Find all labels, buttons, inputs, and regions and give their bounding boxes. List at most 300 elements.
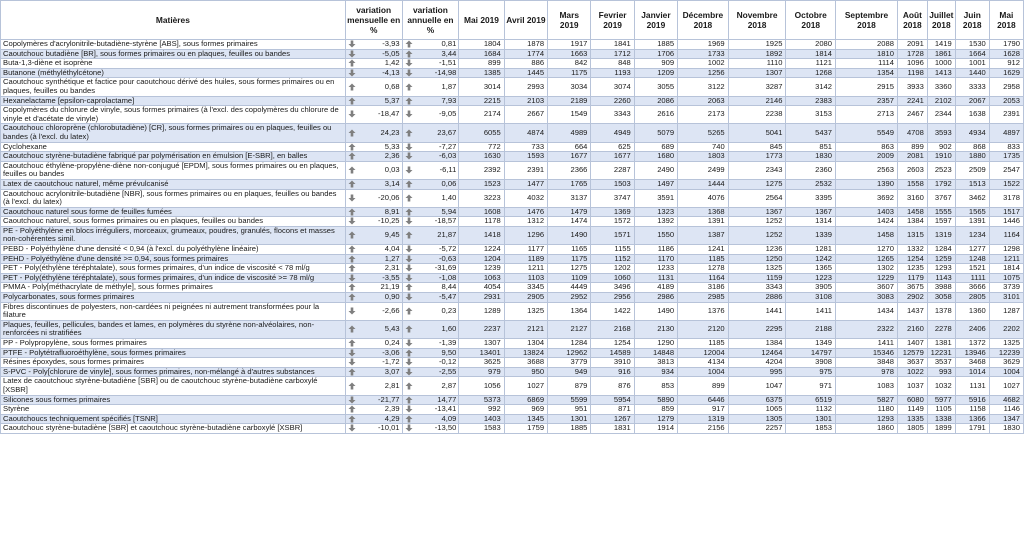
monthly-variation <box>345 283 402 293</box>
price-cell: 689 <box>634 142 677 152</box>
price-cell: 3360 <box>927 78 955 96</box>
price-cell: 916 <box>591 367 634 377</box>
annual-variation <box>402 254 459 264</box>
header-month: Septembre 2018 <box>836 1 898 40</box>
price-cell: 1805 <box>897 424 927 434</box>
material-name: S-PVC - Poly[chlorure de vinyle], sous formes primaires, non-mélangé à d'autres substances <box>1 367 346 377</box>
price-cell: 1411 <box>836 339 898 349</box>
table-row <box>1 49 1024 59</box>
price-cell: 1289 <box>459 302 504 320</box>
material-name: Caoutchouc styrène-butadiène [SBR] et caoutchouc styrène-butadiène carboxylé [XSBR] <box>1 424 346 434</box>
price-cell: 1712 <box>591 49 634 59</box>
arrow-down-icon <box>405 274 413 282</box>
price-cell: 1407 <box>897 339 927 349</box>
table-body <box>1 40 1024 434</box>
arrow-down-icon <box>348 50 356 58</box>
price-cell: 1001 <box>955 59 989 69</box>
price-cell: 1347 <box>989 414 1023 424</box>
price-cell: 848 <box>591 59 634 69</box>
price-cell: 4934 <box>955 124 989 142</box>
header-variation-annuelle: variation annuelle en % <box>402 1 459 40</box>
monthly-variation-value: 3,07 <box>384 367 400 376</box>
price-cell: 1677 <box>548 152 591 162</box>
price-cell: 1175 <box>548 68 591 78</box>
price-cell: 1304 <box>504 339 547 349</box>
annual-variation-value: 5,94 <box>441 207 457 216</box>
price-cell: 2547 <box>989 161 1023 179</box>
price-cell: 3637 <box>897 358 927 368</box>
price-cell: 1259 <box>927 254 955 264</box>
price-cell: 6080 <box>897 395 927 405</box>
monthly-variation <box>345 254 402 264</box>
price-cell: 1287 <box>989 302 1023 320</box>
monthly-variation-value: -10,01 <box>378 423 400 433</box>
price-cell: 2952 <box>548 293 591 303</box>
price-cell: 2915 <box>836 78 898 96</box>
price-cell: 4189 <box>634 283 677 293</box>
price-cell: 2490 <box>634 161 677 179</box>
price-cell: 1002 <box>678 59 729 69</box>
price-cell: 1229 <box>836 273 898 283</box>
table-row <box>1 273 1024 283</box>
arrow-up-icon <box>348 166 356 174</box>
price-cell: 2366 <box>548 161 591 179</box>
annual-variation-value: -31,69 <box>434 263 457 273</box>
price-cell: 1301 <box>548 414 591 424</box>
price-cell: 1275 <box>728 179 786 189</box>
annual-variation-value: 14,77 <box>437 395 457 404</box>
annual-variation-value: -13,50 <box>434 423 457 433</box>
monthly-variation-value: 4,04 <box>384 244 400 254</box>
price-cell: 879 <box>548 377 591 395</box>
material-name: PMMA - Poly[méthacrylate de méthyle], sous formes primaires <box>1 283 346 293</box>
monthly-variation-value: -3,55 <box>382 273 400 282</box>
price-cell: 1773 <box>728 152 786 162</box>
price-cell: 6869 <box>504 395 547 405</box>
table-row <box>1 68 1024 78</box>
price-cell: 5977 <box>927 395 955 405</box>
price-cell: 3933 <box>897 78 927 96</box>
price-cell: 1419 <box>927 40 955 50</box>
price-cell: 12464 <box>728 348 786 358</box>
annual-variation <box>402 424 459 434</box>
price-cell: 2053 <box>989 96 1023 106</box>
arrow-down-icon <box>348 194 356 202</box>
price-cell: 1490 <box>634 302 677 320</box>
price-cell: 1236 <box>728 245 786 255</box>
table-row <box>1 179 1024 189</box>
price-cell: 3345 <box>504 283 547 293</box>
annual-variation <box>402 59 459 69</box>
price-cell: 1759 <box>504 424 547 434</box>
price-cell: 1458 <box>897 207 927 217</box>
price-cell: 1366 <box>955 414 989 424</box>
price-cell: 3223 <box>459 189 504 207</box>
price-cell: 3058 <box>927 293 955 303</box>
price-cell: 1372 <box>955 339 989 349</box>
arrow-up-icon <box>348 208 356 216</box>
material-name: Latex de caoutchouc styrène-butadiène [SBR] ou de caoutchouc styrène-butadiène carboxylé [XSBR] <box>1 377 346 395</box>
price-cell: 1413 <box>927 68 955 78</box>
monthly-variation-value: 5,37 <box>384 96 400 105</box>
monthly-variation-value: 2,39 <box>384 404 400 414</box>
monthly-variation <box>345 264 402 274</box>
price-cell: 2532 <box>786 179 836 189</box>
price-cell: 1445 <box>504 68 547 78</box>
monthly-variation <box>345 68 402 78</box>
price-cell: 845 <box>728 142 786 152</box>
price-cell: 3692 <box>836 189 898 207</box>
price-cell: 2905 <box>504 293 547 303</box>
price-cell: 1497 <box>634 179 677 189</box>
price-cell: 2067 <box>955 96 989 106</box>
annual-variation <box>402 245 459 255</box>
price-cell: 1083 <box>836 377 898 395</box>
monthly-variation-value: 2,31 <box>384 263 400 273</box>
material-name: Caoutchouc naturel sous forme de feuilles fumées <box>1 207 346 217</box>
material-name: Buta-1,3-diène et isoprène <box>1 59 346 69</box>
price-cell: 1550 <box>634 226 677 244</box>
table-row <box>1 254 1024 264</box>
price-cell: 1307 <box>459 339 504 349</box>
price-cell: 1121 <box>786 59 836 69</box>
price-cell: 3779 <box>548 358 591 368</box>
price-cell: 1270 <box>836 245 898 255</box>
material-name: Butanone (méthyléthylcétone) <box>1 68 346 78</box>
monthly-variation <box>345 179 402 189</box>
annual-variation-value: 0,23 <box>441 305 457 315</box>
annual-variation-value: 8,44 <box>441 282 457 292</box>
price-cell: 1522 <box>989 179 1023 189</box>
price-cell: 625 <box>591 142 634 152</box>
annual-variation-value: 9,50 <box>441 348 457 357</box>
price-cell: 1831 <box>591 424 634 434</box>
price-cell: 975 <box>786 367 836 377</box>
price-cell: 871 <box>591 405 634 415</box>
price-cell: 2091 <box>897 40 927 50</box>
price-cell: 2260 <box>591 96 634 106</box>
price-cell: 3034 <box>548 78 591 96</box>
annual-variation-value: -1,51 <box>439 58 457 68</box>
annual-variation-value: 0,06 <box>441 179 457 188</box>
price-cell: 1296 <box>504 226 547 244</box>
table-row <box>1 106 1024 124</box>
price-cell: 1075 <box>989 273 1023 283</box>
price-cell: 12004 <box>678 348 729 358</box>
price-cell: 2344 <box>927 106 955 124</box>
annual-variation-value: 23,67 <box>437 127 457 137</box>
arrow-up-icon <box>348 97 356 105</box>
price-cell: 1335 <box>897 414 927 424</box>
price-cell: 1302 <box>836 264 898 274</box>
price-cell: 1638 <box>955 106 989 124</box>
price-cell: 1384 <box>728 339 786 349</box>
material-name: Caoutchouc chloroprène (chlorobutadiène) [CR], sous formes primaires ou en plaques, feuilles ou bandes (à l'excl. du latex) <box>1 124 346 142</box>
material-name: PE - Polyéthylène en blocs irréguliers, morceaux, grumeaux, poudres, granulés, flocons et masses non-cohérentes simil. <box>1 226 346 244</box>
price-cell: 1312 <box>504 217 547 227</box>
price-cell: 3591 <box>634 189 677 207</box>
monthly-variation-value: -10,25 <box>378 216 400 226</box>
price-cell: 1345 <box>504 414 547 424</box>
price-cell: 1365 <box>786 264 836 274</box>
price-cell: 1368 <box>678 207 729 217</box>
price-cell: 863 <box>836 142 898 152</box>
monthly-variation <box>345 217 402 227</box>
price-cell: 4682 <box>989 395 1023 405</box>
price-cell: 1411 <box>786 302 836 320</box>
price-cell: 1325 <box>728 264 786 274</box>
price-cell: 1235 <box>897 264 927 274</box>
price-cell: 1159 <box>728 273 786 283</box>
price-cell: 14848 <box>634 348 677 358</box>
price-cell: 2238 <box>728 106 786 124</box>
material-name: PEHD - Polyéthylène d'une densité >= 0,94, sous formes primaires <box>1 254 346 264</box>
price-cell: 2563 <box>836 161 898 179</box>
arrow-down-icon <box>405 166 413 174</box>
price-cell: 886 <box>504 59 547 69</box>
price-cell: 1332 <box>897 245 927 255</box>
price-cell: 1339 <box>786 226 836 244</box>
price-cell: 2391 <box>989 106 1023 124</box>
price-cell: 3607 <box>836 283 898 293</box>
monthly-variation <box>345 377 402 395</box>
annual-variation-value: -6,03 <box>439 151 457 161</box>
monthly-variation-value: 21,19 <box>380 282 400 292</box>
price-cell: 1378 <box>927 302 955 320</box>
monthly-variation-value: 0,03 <box>384 165 400 175</box>
monthly-variation-value: 8,91 <box>384 207 400 216</box>
price-cell: 1367 <box>728 207 786 217</box>
price-cell: 1180 <box>836 405 898 415</box>
annual-variation-value: 0,81 <box>441 39 457 48</box>
price-cell: 1853 <box>786 424 836 434</box>
price-cell: 1385 <box>459 68 504 78</box>
material-name: Copolymères du chlorure de vinyle, sous formes primaires (à l'excl. des copolymères du chlorure de vinyle et d'acétate de vinyle) <box>1 106 346 124</box>
price-cell: 1103 <box>504 273 547 283</box>
price-cell: 2241 <box>897 96 927 106</box>
price-cell: 3905 <box>786 283 836 293</box>
table-row <box>1 339 1024 349</box>
price-cell: 3593 <box>927 124 955 142</box>
price-cell: 2564 <box>728 189 786 207</box>
annual-variation-value: 1,87 <box>441 81 457 91</box>
price-cell: 902 <box>927 142 955 152</box>
price-cell: 3675 <box>897 283 927 293</box>
price-cell: 5890 <box>634 395 677 405</box>
price-cell: 2081 <box>897 152 927 162</box>
price-cell: 1792 <box>927 179 955 189</box>
price-cell: 2499 <box>678 161 729 179</box>
material-name: PET - Poly(éthylène téréphtalate), sous formes primaires, d'un indice de viscosité >= 78 ml/g <box>1 273 346 283</box>
annual-variation <box>402 217 459 227</box>
monthly-variation-value: -3,06 <box>382 348 400 357</box>
price-cell: 1158 <box>955 405 989 415</box>
price-cell: 1234 <box>955 226 989 244</box>
price-cell: 1880 <box>955 152 989 162</box>
header-month: Janvier 2019 <box>634 1 677 40</box>
price-cell: 1114 <box>836 59 898 69</box>
monthly-variation <box>345 424 402 434</box>
monthly-variation <box>345 405 402 415</box>
price-cell: 1549 <box>548 106 591 124</box>
price-cell: 899 <box>459 59 504 69</box>
table-row <box>1 358 1024 368</box>
price-cell: 3186 <box>678 283 729 293</box>
price-cell: 1132 <box>786 405 836 415</box>
price-cell: 3083 <box>836 293 898 303</box>
price-cell: 1202 <box>591 264 634 274</box>
price-cell: 1209 <box>634 68 677 78</box>
price-cell: 1791 <box>955 424 989 434</box>
price-cell: 979 <box>459 367 504 377</box>
annual-variation <box>402 339 459 349</box>
arrow-up-icon <box>348 245 356 253</box>
price-cell: 2080 <box>786 40 836 50</box>
annual-variation <box>402 106 459 124</box>
annual-variation <box>402 283 459 293</box>
price-cell: 1925 <box>728 40 786 50</box>
price-cell: 1885 <box>634 40 677 50</box>
monthly-variation <box>345 245 402 255</box>
arrow-up-icon <box>405 231 413 239</box>
monthly-variation <box>345 40 402 50</box>
price-cell: 1885 <box>548 424 591 434</box>
price-cell: 2713 <box>836 106 898 124</box>
price-cell: 5373 <box>459 395 504 405</box>
price-cell: 1268 <box>786 68 836 78</box>
price-cell: 3178 <box>989 189 1023 207</box>
arrow-up-icon <box>405 129 413 137</box>
header-month: Août 2018 <box>897 1 927 40</box>
monthly-variation <box>345 142 402 152</box>
arrow-down-icon <box>348 424 356 432</box>
header-variation-mensuelle: variation mensuelle en % <box>345 1 402 40</box>
arrow-down-icon <box>405 368 413 376</box>
annual-variation <box>402 68 459 78</box>
price-cell: 1728 <box>897 49 927 59</box>
material-name: Caoutchouc synthétique et factice pour caoutchouc dérivé des huiles, sous formes primaires ou en plaques, feuilles ou bandes <box>1 78 346 96</box>
price-cell: 1170 <box>634 254 677 264</box>
price-cell: 1490 <box>548 226 591 244</box>
annual-variation <box>402 226 459 244</box>
price-cell: 2360 <box>786 161 836 179</box>
price-cell: 1314 <box>786 217 836 227</box>
annual-variation <box>402 96 459 106</box>
monthly-variation-value: -2,66 <box>382 305 400 315</box>
price-cell: 1513 <box>955 179 989 189</box>
price-cell: 3014 <box>459 78 504 96</box>
price-cell: 1444 <box>678 179 729 189</box>
price-cell: 1910 <box>927 152 955 162</box>
monthly-variation-value: 2,36 <box>384 151 400 161</box>
annual-variation <box>402 152 459 162</box>
table-row <box>1 142 1024 152</box>
table-row <box>1 348 1024 358</box>
price-cell: 1252 <box>728 217 786 227</box>
price-cell: 1319 <box>927 226 955 244</box>
price-cell: 2278 <box>927 320 955 338</box>
price-cell: 6375 <box>728 395 786 405</box>
price-cell: 1892 <box>728 49 786 59</box>
price-cell: 2287 <box>591 161 634 179</box>
price-cell: 2886 <box>728 293 786 303</box>
price-cell: 3767 <box>927 189 955 207</box>
price-cell: 1155 <box>591 245 634 255</box>
price-cell: 1179 <box>897 273 927 283</box>
price-cell: 2383 <box>786 96 836 106</box>
price-cell: 1376 <box>678 302 729 320</box>
price-cell: 1677 <box>591 152 634 162</box>
price-cell: 1131 <box>634 273 677 283</box>
price-cell: 2993 <box>504 78 547 96</box>
price-cell: 12579 <box>897 348 927 358</box>
annual-variation <box>402 377 459 395</box>
monthly-variation <box>345 161 402 179</box>
table-row <box>1 40 1024 50</box>
monthly-variation <box>345 348 402 358</box>
annual-variation-value: -7,27 <box>439 142 457 151</box>
price-cell: 1177 <box>504 245 547 255</box>
table-row <box>1 207 1024 217</box>
price-cell: 1565 <box>955 207 989 217</box>
header-month: Décembre 2018 <box>678 1 729 40</box>
price-cell: 1211 <box>504 264 547 274</box>
price-cell: 1027 <box>504 377 547 395</box>
annual-variation-value: -13,41 <box>434 404 457 414</box>
price-cell: 899 <box>678 377 729 395</box>
arrow-up-icon <box>348 143 356 151</box>
price-cell: 3813 <box>634 358 677 368</box>
annual-variation-value: 4,09 <box>441 414 457 423</box>
price-cell: 1521 <box>955 264 989 274</box>
price-cell: 1281 <box>786 245 836 255</box>
monthly-variation <box>345 293 402 303</box>
price-cell: 4076 <box>678 189 729 207</box>
price-cell: 5599 <box>548 395 591 405</box>
arrow-up-icon <box>405 50 413 58</box>
price-cell: 5079 <box>634 124 677 142</box>
material-name: Copolymères d'acrylonitrile-butadiène-styrène [ABS], sous formes primaires <box>1 40 346 50</box>
price-cell: 1185 <box>678 339 729 349</box>
monthly-variation <box>345 59 402 69</box>
price-cell: 1110 <box>728 59 786 69</box>
price-cell: 993 <box>927 367 955 377</box>
annual-variation-value: 21,87 <box>437 230 457 240</box>
price-cell: 1105 <box>927 405 955 415</box>
arrow-up-icon <box>405 83 413 91</box>
material-name: Polycarbonates, sous formes primaires <box>1 293 346 303</box>
price-cell: 5437 <box>786 124 836 142</box>
price-cell: 1369 <box>591 207 634 217</box>
arrow-up-icon <box>405 283 413 291</box>
monthly-variation <box>345 320 402 338</box>
monthly-variation <box>345 273 402 283</box>
price-cell: 833 <box>989 142 1023 152</box>
price-cell: 1608 <box>459 207 504 217</box>
price-cell: 1349 <box>786 339 836 349</box>
price-cell: 1860 <box>836 424 898 434</box>
monthly-variation <box>345 78 402 96</box>
price-cell: 2121 <box>504 320 547 338</box>
price-cell: 1969 <box>678 40 729 50</box>
table-row <box>1 78 1024 96</box>
monthly-variation-value: 1,27 <box>384 254 400 263</box>
material-name: Caoutchouc éthylène-propylène-diène non-conjugué [EPDM], sous formes primaires ou en plaques, feuilles ou bandes <box>1 161 346 179</box>
price-cell: 1143 <box>927 273 955 283</box>
price-cell: 2392 <box>459 161 504 179</box>
monthly-variation-value: -3,93 <box>382 39 400 48</box>
price-cell: 1284 <box>927 245 955 255</box>
